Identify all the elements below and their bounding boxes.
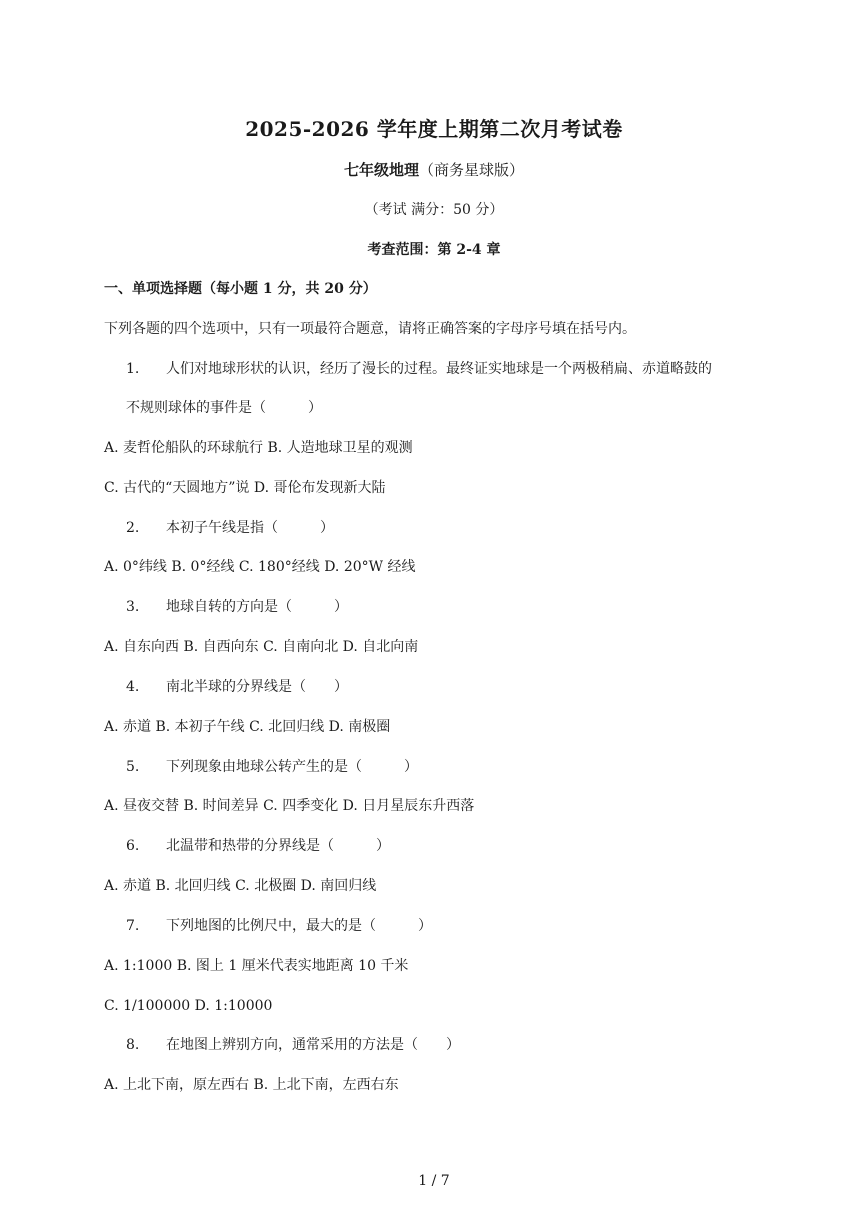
question-7 — [126, 916, 432, 936]
subject-label: 七年级地理 — [343, 161, 419, 179]
question-1-options-ab: A. 麦哲伦船队的环球航行 B. 人造地球卫星的观测 — [104, 440, 413, 456]
question-8-options: A. 上北下南，原左西右 B. 上北下南，左西右东 — [104, 1077, 399, 1093]
question-number: 5. — [126, 759, 140, 775]
question-text: 下列现象由地球公转产生的是（ ） — [166, 759, 418, 775]
question-number: 4. — [126, 679, 140, 695]
question-1-options-cd: C. 古代的“天圆地方”说 D. 哥伦布发现新大陆 — [104, 480, 386, 496]
score-info: （考试 满分：50 分） — [364, 202, 504, 218]
question-4 — [126, 677, 348, 697]
question-6 — [126, 836, 390, 856]
question-5 — [126, 757, 418, 777]
question-6-options: A. 赤道 B. 北回归线 C. 北极圈 D. 南回归线 — [104, 878, 377, 894]
question-text: 北温带和热带的分界线是（ ） — [166, 838, 390, 854]
question-text: 下列地图的比例尺中，最大的是（ ） — [166, 918, 432, 934]
question-3 — [126, 597, 348, 617]
question-2 — [126, 518, 334, 538]
question-text: 在地图上辨别方向，通常采用的方法是（ ） — [166, 1037, 460, 1053]
question-5-options: A. 昼夜交替 B. 时间差异 C. 四季变化 D. 日月星辰东升西落 — [104, 798, 475, 814]
question-3-options: A. 自东向西 B. 自西向东 C. 自南向北 D. 自北向南 — [104, 639, 419, 655]
question-number: 7. — [126, 918, 140, 934]
question-8 — [126, 1035, 460, 1055]
question-7-options-ab: A. 1:1000 B. 图上 1 厘米代表实地距离 10 千米 — [104, 958, 409, 974]
exam-subtitle — [0, 159, 868, 180]
question-1-continuation: 不规则球体的事件是（ ） — [126, 400, 322, 416]
question-text: 地球自转的方向是（ ） — [166, 599, 348, 615]
question-number: 2. — [126, 520, 140, 536]
exam-title: 2025-2026 学年度上期第二次月考试卷 — [245, 117, 623, 141]
exam-scope: 考查范围：第 2-4 章 — [367, 242, 501, 258]
edition-label: （商务星球版） — [419, 161, 525, 179]
question-number: 8. — [126, 1037, 140, 1053]
question-4-options: A. 赤道 B. 本初子午线 C. 北回归线 D. 南极圈 — [104, 719, 391, 735]
page-number: 1 / 7 — [418, 1173, 450, 1189]
question-7-options-cd: C. 1/100000 D. 1:10000 — [104, 998, 273, 1014]
question-number: 3. — [126, 599, 140, 615]
question-text: 人们对地球形状的认识，经历了漫长的过程。最终证实地球是一个两极稍扁、赤道略鼓的 — [166, 361, 712, 377]
question-number: 6. — [126, 838, 140, 854]
section-instruction: 下列各题的四个选项中，只有一项最符合题意，请将正确答案的字母序号填在括号内。 — [104, 321, 636, 337]
question-2-options: A. 0°纬线 B. 0°经线 C. 180°经线 D. 20°W 经线 — [104, 559, 416, 575]
question-text: 本初子午线是指（ ） — [166, 520, 334, 536]
section-heading: 一、单项选择题（每小题 1 分，共 20 分） — [104, 281, 377, 297]
question-number: 1. — [126, 361, 140, 377]
question-text: 南北半球的分界线是（ ） — [166, 679, 348, 695]
question-1 — [126, 359, 712, 379]
